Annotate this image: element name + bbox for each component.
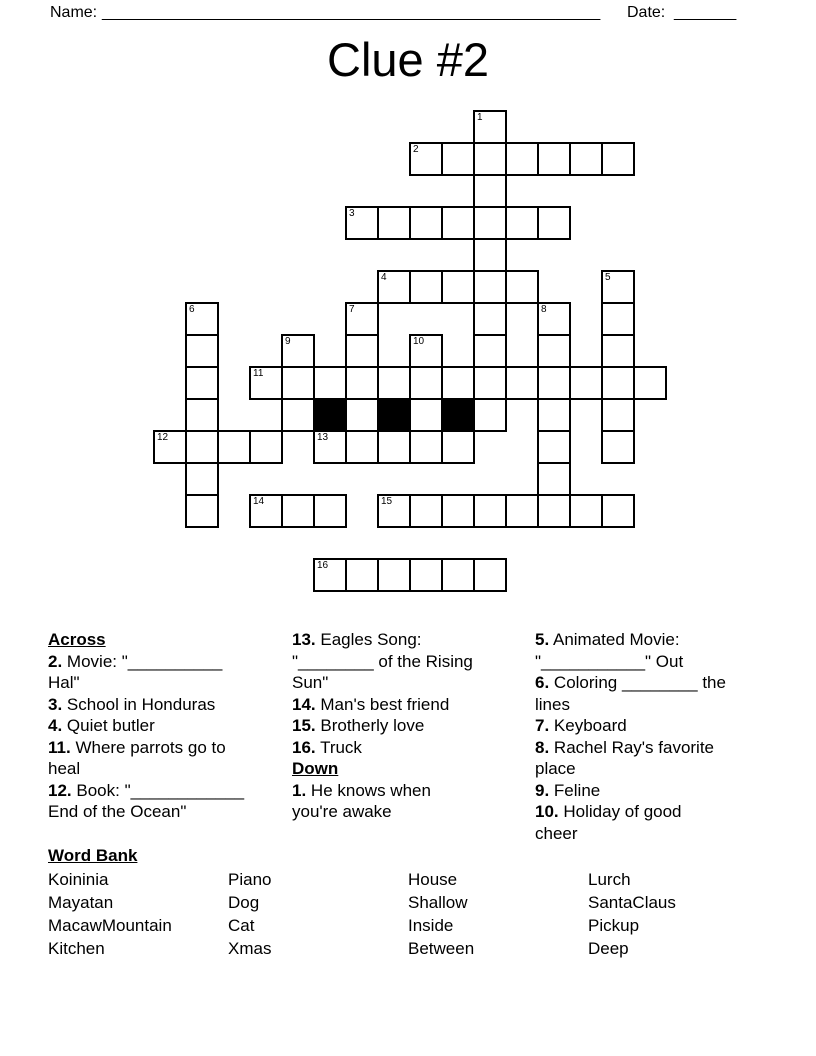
grid-cell[interactable] [601, 302, 635, 336]
grid-cell[interactable] [601, 334, 635, 368]
cell-number: 8 [541, 304, 547, 315]
grid-cell[interactable] [313, 494, 347, 528]
grid-cell[interactable] [345, 334, 379, 368]
clue-8 [535, 737, 779, 780]
grid-cell[interactable] [537, 462, 571, 496]
cell-number: 1 [477, 112, 483, 123]
word-bank-word: Koininia [48, 870, 109, 889]
clue-text: School in Honduras [66, 694, 216, 714]
grid-cell[interactable] [281, 366, 315, 400]
grid-cell[interactable] [185, 430, 219, 464]
grid-cell[interactable] [569, 366, 603, 400]
clue-number: 14. [292, 694, 316, 714]
cell-number: 11 [253, 368, 264, 379]
word-bank-word: Mayatan [48, 893, 114, 912]
grid-cell[interactable] [473, 558, 507, 592]
grid-cell[interactable] [441, 494, 475, 528]
clue-11 [48, 737, 292, 780]
grid-cell[interactable] [473, 174, 507, 208]
grid-cell[interactable] [281, 494, 315, 528]
word-bank-word: Between [408, 939, 475, 958]
name-label: Name: [50, 4, 98, 21]
grid-cell[interactable] [409, 398, 443, 432]
word-bank-column-3 [408, 868, 584, 960]
grid-cell[interactable] [345, 206, 379, 240]
word-bank-word: Piano [228, 870, 272, 889]
clue-5 [535, 629, 779, 672]
clue-6 [535, 672, 779, 715]
grid-cell[interactable] [473, 206, 507, 240]
grid-cell[interactable] [313, 366, 347, 400]
grid-cell[interactable] [441, 270, 475, 304]
black-cell [313, 398, 347, 432]
grid-cell[interactable] [633, 366, 667, 400]
grid-cell[interactable] [409, 366, 443, 400]
puzzle-title: Clue #2 [327, 33, 489, 86]
clue-column-3 [535, 629, 779, 844]
clue-number: 5. [535, 630, 550, 649]
grid-cell[interactable] [249, 430, 283, 464]
clue-13 [292, 629, 536, 694]
grid-cell[interactable] [537, 366, 571, 400]
grid-cell[interactable] [345, 398, 379, 432]
grid-cell[interactable] [441, 430, 475, 464]
grid-cell[interactable] [473, 110, 507, 144]
grid-cell[interactable] [473, 398, 507, 432]
grid-cell[interactable] [249, 366, 283, 400]
grid-cell[interactable] [473, 494, 507, 528]
clue-7 [535, 715, 779, 737]
date-label: Date: [627, 4, 666, 21]
grid-cell[interactable] [601, 142, 635, 176]
cell-number: 15 [381, 496, 393, 507]
grid-cell[interactable] [217, 430, 251, 464]
grid-cell[interactable] [537, 334, 571, 368]
clue-text: Movie: "__________ Hal" [48, 651, 223, 692]
clue-text: Man's best friend [320, 694, 450, 714]
grid-cell[interactable] [249, 494, 283, 528]
clue-1 [292, 780, 536, 823]
grid-cell[interactable] [185, 302, 219, 336]
grid-cell[interactable] [473, 142, 507, 176]
grid-cell[interactable] [409, 334, 443, 368]
grid-cell[interactable] [281, 334, 315, 368]
clue-number: 10. [535, 802, 559, 821]
word-bank-heading: Word Bank [48, 846, 138, 865]
clue-number: 6. [535, 673, 550, 692]
grid-cell[interactable] [569, 142, 603, 176]
clue-number: 12. [48, 780, 72, 800]
grid-cell[interactable] [409, 206, 443, 240]
clue-text: Coloring ________ the lines [535, 673, 726, 714]
crossword-grid [153, 110, 669, 594]
clue-number: 3. [48, 694, 63, 714]
grid-cell[interactable] [281, 398, 315, 432]
grid-cell[interactable] [601, 398, 635, 432]
clue-number: 13. [292, 630, 316, 649]
clue-2 [48, 651, 292, 694]
clue-text: Feline [553, 780, 601, 800]
clue-column-2 [292, 629, 536, 823]
grid-cell[interactable] [409, 142, 443, 176]
word-bank-word: Kitchen [48, 939, 105, 958]
word-bank-column-2 [228, 868, 404, 960]
cell-number: 5 [605, 272, 611, 283]
clue-3 [48, 694, 292, 716]
grid-cell[interactable] [537, 142, 571, 176]
grid-cell[interactable] [185, 398, 219, 432]
word-bank-word: Dog [228, 893, 260, 912]
grid-cell[interactable] [441, 558, 475, 592]
word-bank-word: Cat [228, 916, 255, 935]
clue-number: 8. [535, 737, 550, 757]
cell-number: 12 [157, 432, 169, 443]
grid-cell[interactable] [345, 366, 379, 400]
grid-cell[interactable] [441, 366, 475, 400]
clue-9 [535, 780, 779, 802]
grid-cell[interactable] [377, 558, 411, 592]
clue-text: Book: "____________ End of the Ocean" [48, 780, 245, 821]
grid-cell[interactable] [345, 302, 379, 336]
word-bank-word: House [408, 870, 458, 889]
word-bank-word: MacawMountain [48, 916, 172, 935]
grid-cell[interactable] [473, 334, 507, 368]
grid-cell[interactable] [185, 366, 219, 400]
grid-cell[interactable] [377, 270, 411, 304]
black-cell [377, 398, 411, 432]
clue-text: Brotherly love [320, 716, 425, 735]
grid-cell[interactable] [505, 494, 539, 528]
grid-cell[interactable] [185, 462, 219, 496]
grid-cell[interactable] [473, 366, 507, 400]
clue-text: Keyboard [553, 716, 627, 735]
grid-cell[interactable] [377, 494, 411, 528]
grid-cell[interactable] [537, 494, 571, 528]
grid-cell[interactable] [153, 430, 187, 464]
clue-number: 16. [292, 737, 316, 757]
word-bank-word: Shallow [408, 893, 468, 912]
clue-column-1 [48, 629, 292, 823]
clue-12 [48, 780, 292, 823]
cell-number: 6 [189, 304, 195, 315]
cell-number: 7 [349, 304, 355, 315]
cell-number: 16 [317, 560, 329, 571]
clue-14 [292, 694, 536, 716]
clue-15 [292, 715, 536, 737]
grid-cell[interactable] [569, 494, 603, 528]
clue-number: 9. [535, 780, 550, 800]
grid-cell[interactable] [313, 430, 347, 464]
grid-cell[interactable] [409, 558, 443, 592]
word-bank-column-1 [48, 868, 224, 960]
cell-number: 14 [253, 496, 265, 507]
word-bank-word: Pickup [588, 916, 640, 935]
grid-cell[interactable] [505, 366, 539, 400]
clue-text: Rachel Ray's favorite place [535, 737, 715, 778]
clue-number: 4. [48, 716, 63, 735]
cell-number: 9 [285, 336, 291, 347]
grid-cell[interactable] [345, 558, 379, 592]
grid-cell[interactable] [377, 366, 411, 400]
grid-cell[interactable] [185, 494, 219, 528]
clue-number: 7. [535, 716, 550, 735]
word-bank-word: Deep [588, 939, 629, 958]
grid-cell[interactable] [409, 270, 443, 304]
grid-cell[interactable] [441, 206, 475, 240]
grid-cell[interactable] [473, 238, 507, 272]
clue-number: 11. [48, 737, 71, 757]
black-cell [441, 398, 475, 432]
grid-cell[interactable] [409, 430, 443, 464]
grid-cell[interactable] [537, 206, 571, 240]
grid-cell[interactable] [505, 270, 539, 304]
grid-cell[interactable] [505, 142, 539, 176]
clue-10 [535, 801, 779, 844]
clue-number: 1. [292, 780, 307, 800]
across-heading: Across [48, 630, 106, 649]
grid-cell[interactable] [601, 366, 635, 400]
cell-number: 2 [413, 144, 419, 155]
clue-text: He knows when you're awake [292, 780, 431, 821]
grid-cell[interactable] [473, 302, 507, 336]
down-heading: Down [292, 759, 339, 778]
grid-cell[interactable] [537, 302, 571, 336]
clue-text: Quiet butler [66, 716, 155, 735]
grid-cell[interactable] [601, 430, 635, 464]
grid-cell[interactable] [409, 494, 443, 528]
cell-number: 10 [413, 336, 425, 347]
word-bank-word: SantaClaus [588, 893, 676, 912]
word-bank-word: Xmas [228, 939, 272, 958]
grid-cell[interactable] [313, 558, 347, 592]
clue-text: Eagles Song: "________ of the Rising Sun" [292, 630, 473, 692]
clue-text: Holiday of good cheer [535, 802, 682, 843]
clue-text: Where parrots go to heal [48, 737, 226, 778]
grid-cell[interactable] [505, 206, 539, 240]
word-bank-column-4 [588, 868, 764, 960]
cell-number: 13 [317, 432, 329, 443]
clue-number: 15. [292, 716, 316, 735]
grid-cell[interactable] [377, 206, 411, 240]
name-input-line[interactable]: ________________________________________________________ [102, 4, 601, 21]
grid-cell[interactable] [537, 398, 571, 432]
date-input-line[interactable]: _______ [674, 4, 737, 21]
clue-4 [48, 715, 292, 737]
word-bank-word: Inside [408, 916, 454, 935]
clue-text: Animated Movie: "___________" Out [535, 630, 684, 671]
cell-number: 4 [381, 272, 387, 283]
grid-cell[interactable] [377, 430, 411, 464]
grid-cell[interactable] [185, 334, 219, 368]
grid-cell[interactable] [473, 270, 507, 304]
word-bank-word: Lurch [588, 870, 631, 889]
clue-16 [292, 737, 536, 759]
grid-cell[interactable] [345, 430, 379, 464]
clue-text: Truck [320, 737, 362, 757]
clue-number: 2. [48, 651, 63, 671]
grid-cell[interactable] [441, 142, 475, 176]
cell-number: 3 [349, 208, 355, 219]
grid-cell[interactable] [601, 494, 635, 528]
grid-cell[interactable] [601, 270, 635, 304]
grid-cell[interactable] [537, 430, 571, 464]
